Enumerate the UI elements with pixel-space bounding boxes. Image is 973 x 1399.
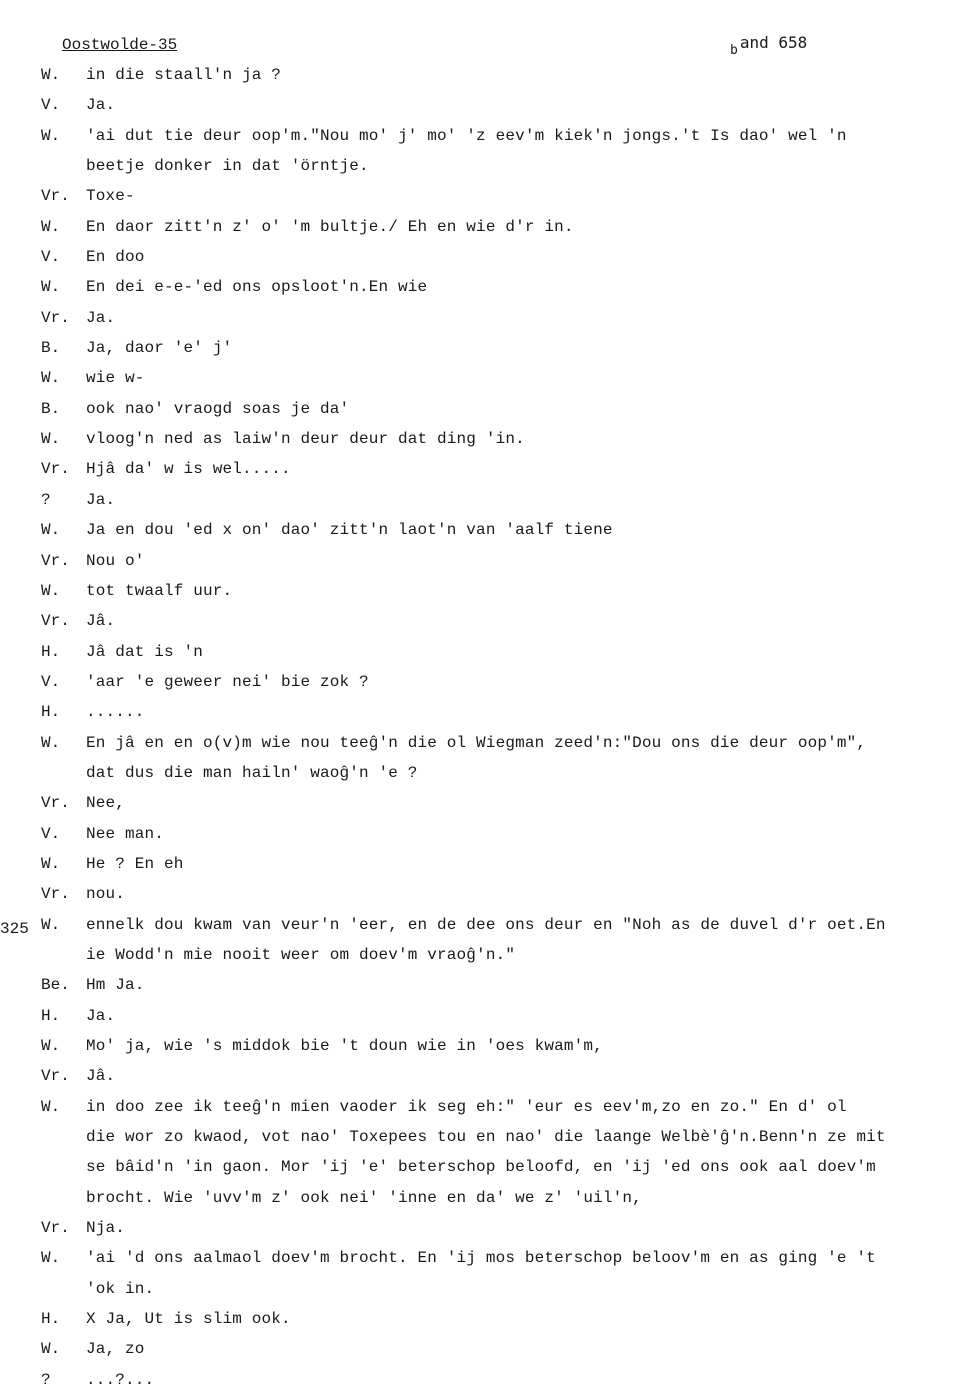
utterance-text: Ja en dou 'ed x on' dao' zitt'n laot'n van 'aalf tiene [86,521,613,540]
transcript-line [0,1065,973,1095]
utterance-text: nou. [86,885,126,904]
speaker-label: Be. [41,976,70,995]
utterance-text: in doo zee ik teeĝ'n mien vaoder ik seg eh:" 'eur es eev'm,zo en zo." En d' ol [86,1097,847,1116]
speaker-label: Vr. [41,794,70,813]
speaker-label: V. [41,96,61,115]
utterance-text: 'ok in. [86,1279,155,1298]
speaker-label: W. [41,1037,61,1055]
transcript-line [0,398,973,428]
utterance-text: 'aar 'e geweer nei' bie zok ? [86,672,369,691]
transcript-line [0,641,973,671]
transcript-line [0,1308,973,1338]
utterance-text: Mo' ja, wie 's middok bie 't doun wie in 'oes kwam'm, [86,1037,603,1055]
band-number: and 658 [739,33,808,52]
transcript-line [0,671,973,701]
utterance-text: in die staall'n ja ? [86,66,282,84]
utterance-text: wie w- [86,369,145,388]
utterance-text: Ja. [86,490,116,509]
utterance-text: ie Wodd'n mie nooit weer om doev'm vraoĝ'n." [86,945,516,964]
transcript-line [0,550,973,580]
speaker-label: Vr. [41,187,70,206]
transcript-line [0,580,973,610]
speaker-label: B. [41,399,61,418]
utterance-text: brocht. Wie 'uvv'm z' ook nei' 'inne en da' we z' 'uil'n, [86,1188,642,1207]
speaker-label: V. [41,672,61,691]
utterance-text: Ja. [86,308,116,327]
transcript-line [0,792,973,822]
speaker-label: W. [41,430,61,449]
transcript-line [0,762,973,792]
transcript-line [0,1035,973,1065]
speaker-label: Vr. [41,551,70,570]
speaker-label: Vr. [41,460,70,479]
speaker-label: W. [41,1097,61,1116]
speaker-label: H. [41,1310,61,1329]
transcript-line [0,883,973,913]
speaker-label: Vr. [41,1219,70,1238]
transcript-line [0,246,973,276]
speaker-label: Vr. [41,885,70,904]
utterance-text: Nee man. [86,824,165,843]
utterance-text: Ja. [86,96,116,115]
speaker-label: W. [41,521,61,540]
utterance-text: 'ai 'd ons aalmaol doev'm brocht. En 'ij mos beterschop beloov'm en as ging 'e 't [86,1249,876,1268]
speaker-label: Vr. [41,612,70,631]
transcript-line [0,307,973,337]
transcript-line [0,64,973,94]
utterance-text: tot twaalf uur. [86,581,233,600]
speaker-label: H. [41,1006,61,1025]
utterance-text: En daor zitt'n z' o' 'm bultje./ Eh en wie d'r in. [86,217,574,236]
utterance-text: ...?... [86,1370,155,1389]
speaker-label: W. [41,126,61,145]
utterance-text: 'ai dut tie deur oop'm."Nou mo' j' mo' 'z eev'm kiek'n jongs.'t Is dao' wel 'n [86,126,847,145]
transcript-line [0,914,973,944]
speaker-label: W. [41,1249,61,1268]
utterance-text: Ja. [86,1006,116,1025]
transcript-line [0,701,973,731]
utterance-text: Ja, zo [86,1340,145,1359]
speaker-label: ? [41,1370,51,1389]
utterance-text: ook nao' vraogd soas je da' [86,399,350,418]
transcript-line [0,428,973,458]
utterance-text: Ja, daor 'e' j' [86,339,233,358]
speaker-label: W. [41,581,61,600]
band-label [730,33,808,58]
transcript-line [0,1338,973,1368]
utterance-text: dat dus die man hailn' waoĝ'n 'e ? [86,763,418,782]
utterance-text: Hjâ da' w is wel..... [86,460,291,479]
transcript-line [0,1005,973,1035]
speaker-label: V. [41,248,61,267]
transcript-line [0,853,973,883]
transcript-line [0,1247,973,1277]
transcript-line [0,125,973,155]
transcript-line [0,610,973,640]
speaker-label: H. [41,703,61,722]
utterance-text: beetje donker in dat 'örntje. [86,157,369,176]
transcript-line [0,1126,973,1156]
speaker-label: W. [41,915,61,934]
utterance-text: Jâ dat is 'n [86,642,204,661]
transcript-line [0,1156,973,1186]
transcript-line [0,216,973,246]
margin-line-number: 325 [0,919,29,938]
transcript-line [0,823,973,853]
speaker-label: ? [41,490,51,509]
speaker-label: Vr. [41,308,70,327]
speaker-label: W. [41,217,61,236]
utterance-text: ...... [86,703,145,722]
band-prefix: b [730,43,738,58]
document-title: Oostwolde-35 [62,36,178,54]
transcript-line [0,974,973,1004]
utterance-text: Toxe- [86,187,135,206]
transcript-line [0,944,973,974]
utterance-text: En jâ en en o(v)m wie nou teeĝ'n die ol Wiegman zeed'n:"Dou ons die deur oop'm", [86,733,867,752]
speaker-label: W. [41,854,61,873]
speaker-label: H. [41,642,61,661]
utterance-text: vloog'n ned as laiw'n deur deur dat ding 'in. [86,430,525,449]
transcript-line [0,489,973,519]
transcript-line [0,185,973,215]
utterance-text: Nee, [86,794,126,813]
speaker-label: W. [41,66,61,84]
utterance-text: Jâ. [86,1067,116,1086]
utterance-text: Nja. [86,1219,126,1238]
speaker-label: Vr. [41,1067,70,1086]
transcript-line [0,732,973,762]
speaker-label: V. [41,824,61,843]
speaker-label: W. [41,733,61,752]
speaker-label: B. [41,339,61,358]
speaker-label: W. [41,278,61,297]
transcript-line [0,1187,973,1217]
utterance-text: Hm Ja. [86,976,145,995]
transcript-line [0,458,973,488]
transcript-line [0,1369,973,1399]
utterance-text: die wor zo kwaod, vot nao' Toxepees tou en nao' die laange Welbè'ĝ'n.Benn'n ze mit [86,1128,886,1147]
transcript-line [0,1278,973,1308]
transcript-lines [0,64,973,1399]
transcript-line [0,1096,973,1126]
speaker-label: W. [41,1340,61,1359]
utterance-text: En dei e-e-'ed ons opsloot'n.En wie [86,278,428,297]
transcript-line [0,1217,973,1247]
utterance-text: Jâ. [86,612,116,631]
transcript-line [0,367,973,397]
utterance-text: En doo [86,248,145,267]
transcript-line [0,519,973,549]
transcript-line [0,337,973,367]
utterance-text: He ? En eh [86,854,184,873]
speaker-label: W. [41,369,61,388]
utterance-text: X Ja, Ut is slim ook. [86,1310,291,1329]
transcript-line [0,94,973,124]
utterance-text: Nou o' [86,551,145,570]
transcript-line [0,276,973,306]
utterance-text: se bâid'n 'in gaon. Mor 'ij 'e' beterschop beloofd, en 'ij 'ed ons ook aal doev'm [86,1158,876,1177]
transcript-line [0,155,973,185]
utterance-text: ennelk dou kwam van veur'n 'eer, en de dee ons deur en "Noh as de duvel d'r oet.En [86,915,886,934]
